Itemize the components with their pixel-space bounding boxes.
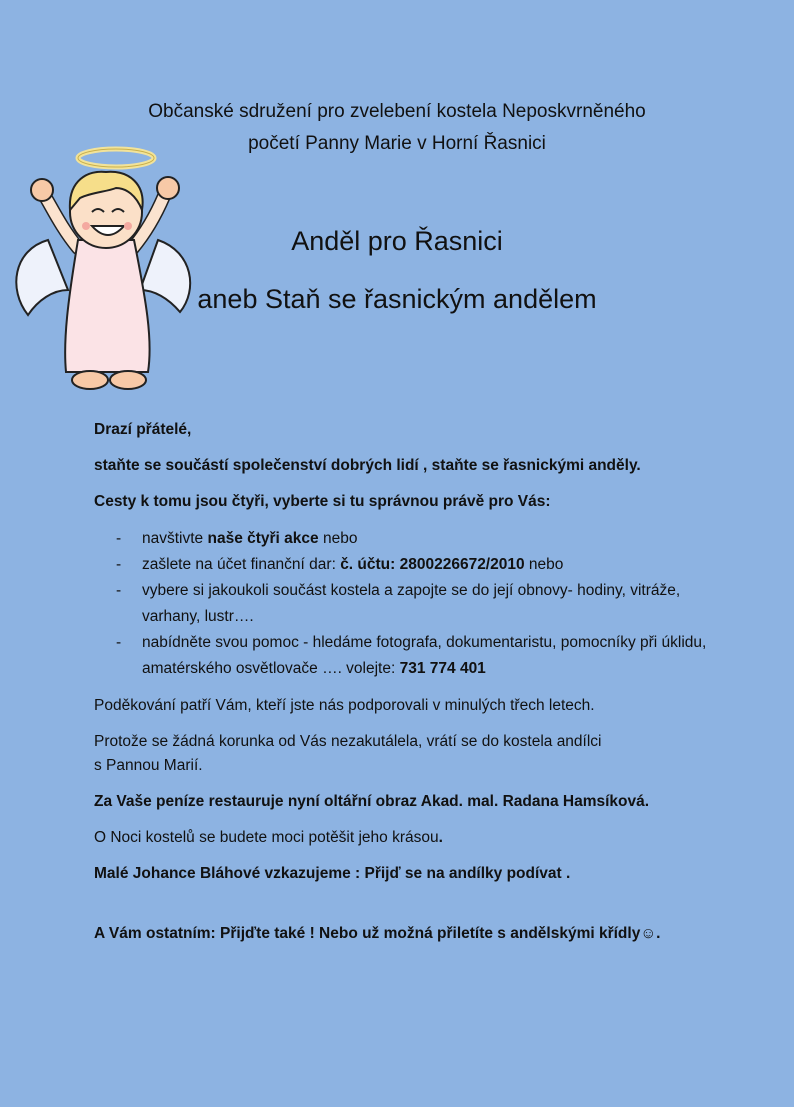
invitation: staňte se součástí společenství dobrých lidí , staňte se řasnickými anděly. <box>94 457 641 474</box>
ways-list <box>94 526 714 682</box>
subtitle: aneb Staň se řasnickým andělem <box>197 284 597 314</box>
letter-body <box>94 418 714 958</box>
restoration-paragraph: Za Vaše peníze restauruje nyní oltářní obraz Akad. mal. Radana Hamsíková. <box>94 793 650 810</box>
list-item: - navštivte naše čtyři akce nebo <box>94 526 714 552</box>
johanka-message: Malé Johance Bláhové vzkazujeme : Přijď se na andílky podívat . <box>94 865 571 882</box>
org-line-2: početí Panny Marie v Horní Řasnici <box>248 133 546 154</box>
list-item: - zašlete na účet finanční dar: č. účtu: 2800226672/2010 nebo <box>94 552 714 578</box>
greeting: Drazí přátelé, <box>94 421 192 438</box>
angel-illustration <box>8 140 198 408</box>
return-paragraph: Protože se žádná korunka od Vás nezakutálela, vrátí se do kostela andílci s Pannou Marií. <box>94 733 602 774</box>
events-highlight: naše čtyři akce <box>207 530 319 547</box>
main-title: Anděl pro Řasnici <box>291 226 503 256</box>
ways-intro: Cesty k tomu jsou čtyři, vyberte si tu správnou právě pro Vás: <box>94 493 551 510</box>
list-item: - nabídněte svou pomoc - hledáme fotografa, dokumentaristu, pomocníky při úklidu, amatérského osvětlovače …. volejte: 731 774 401 <box>94 630 714 682</box>
list-item: - vybere si jakoukoli součást kostela a zapojte se do její obnovy- hodiny, vitráže, varhany, lustr…. <box>94 578 714 630</box>
closing-message: A Vám ostatním: Přijďte také ! Nebo už možná přiletíte s andělskými křídly☺. <box>94 925 661 942</box>
org-line-1: Občanské sdružení pro zvelebení kostela Neposkvrněného <box>148 101 646 122</box>
account-number: č. účtu: 2800226672/2010 <box>340 556 525 573</box>
night-of-churches-paragraph: O Noci kostelů se budete moci potěšit jeho krásou. <box>94 829 443 846</box>
thanks-paragraph: Poděkování patří Vám, kteří jste nás podporovali v minulých třech letech. <box>94 697 595 714</box>
phone-number: 731 774 401 <box>399 660 486 677</box>
